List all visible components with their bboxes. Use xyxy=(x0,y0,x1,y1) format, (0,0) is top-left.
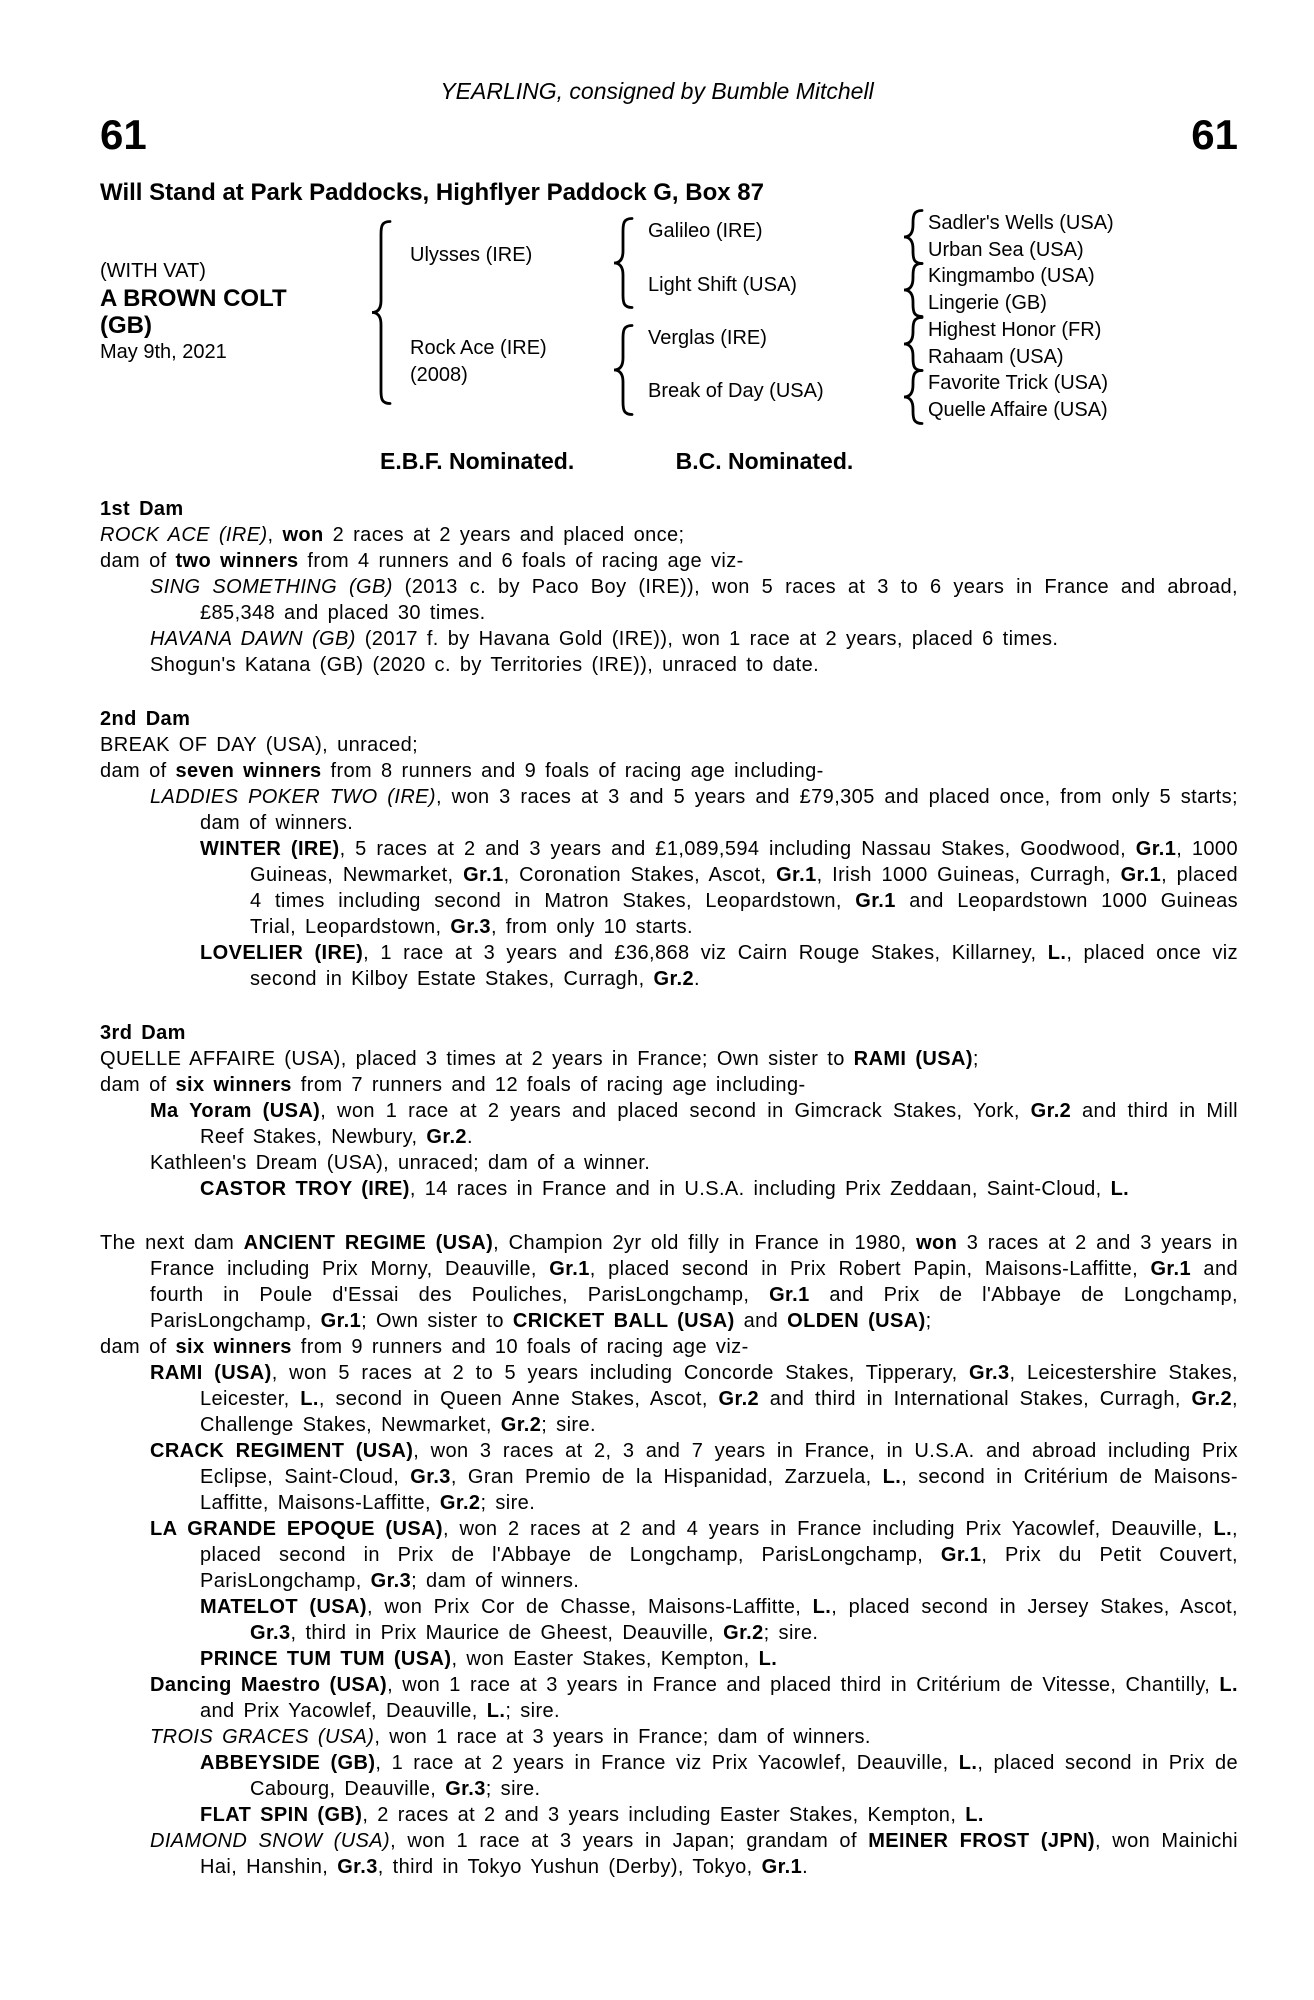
stand-location-line: Will Stand at Park Paddocks, Highflyer Paddock G, Box 87 xyxy=(100,178,764,206)
consignor-line: YEARLING, consigned by Bumble Mitchell xyxy=(440,78,874,104)
catalogue-paragraph: LOVELIER (IRE), 1 race at 3 years and £36,868 viz Cairn Rouge Stakes, Killarney, L., placed once viz second in Kilboy Estate Stakes, Curragh, Gr.2. xyxy=(200,941,1238,990)
lot-number-right: 61 xyxy=(1191,110,1238,158)
ggp-5: Highest Honor (FR) xyxy=(928,318,1102,341)
catalogue-paragraph: PRINCE TUM TUM (USA), won Easter Stakes, Kempton, L. xyxy=(200,1647,778,1670)
catalogue-paragraph: Kathleen's Dream (USA), unraced; dam of a winner. xyxy=(150,1151,651,1174)
pedigree-brace-gp2 xyxy=(902,262,926,318)
ggp-4: Lingerie (GB) xyxy=(928,292,1047,315)
subject-column xyxy=(100,258,287,366)
dam-year: (2008) xyxy=(410,363,468,386)
catalogue-paragraph: SING SOMETHING (GB) (2013 c. by Paco Boy (IRE)), won 5 races at 3 to 6 years in France and abroad, £85,348 and placed 30 times. xyxy=(150,575,1238,624)
subject-suffix: (GB) xyxy=(100,311,152,339)
catalogue-paragraph: dam of six winners from 9 runners and 10 foals of racing age viz- xyxy=(100,1335,749,1358)
pedigree-brace-gp3 xyxy=(902,316,926,372)
maternal-grandsire: Verglas (IRE) xyxy=(648,326,767,349)
lot-number-left: 61 xyxy=(100,110,147,158)
pedigree-details xyxy=(0,496,1314,1880)
catalogue-paragraph: CASTOR TROY (IRE), 14 races in France and in U.S.A. including Prix Zeddaan, Saint-Cloud, L. xyxy=(200,1177,1130,1200)
sire-name: Ulysses (IRE) xyxy=(410,243,533,266)
great-grandparents-column xyxy=(928,210,1114,424)
catalogue-paragraph: Shogun's Katana (GB) (2020 c. by Territories (IRE)), unraced to date. xyxy=(150,653,820,676)
catalogue-paragraph: RAMI (USA), won 5 races at 2 to 5 years including Concorde Stakes, Tipperary, Gr.3, Leicestershire Stakes, Leicester, L., second in Queen Anne Stakes, Ascot, Gr.2 and third in International Stakes, Curragh, Gr.2, Challenge Stakes, Newmarket, Gr.2; sire. xyxy=(150,1361,1239,1436)
dam-name-block xyxy=(410,335,547,389)
ggp-3: Kingmambo (USA) xyxy=(928,265,1095,288)
catalogue-paragraph: WINTER (IRE), 5 races at 2 and 3 years and £1,089,594 including Nassau Stakes, Goodwood, Gr.1, 1000 Guineas, Newmarket, Gr.1, Coronation Stakes, Ascot, Gr.1, Irish 1000 Guineas, Curragh, Gr.1, placed 4 times including second in Matron Stakes, Leopardstown, Gr.1 and Leopardstown 1000 Guineas Trial, Leopardstown, Gr.3, from only 10 starts. xyxy=(200,837,1238,938)
dam-section xyxy=(100,706,1238,992)
foaling-date: May 9th, 2021 xyxy=(100,340,227,363)
pedigree-brace-sire xyxy=(612,217,636,309)
bc-nominated-label: B.C. Nominated. xyxy=(675,447,854,474)
dam-section-heading: 2nd Dam xyxy=(100,707,191,730)
subject-name: A BROWN COLT xyxy=(100,284,287,312)
catalogue-paragraph: BREAK OF DAY (USA), unraced; xyxy=(100,733,419,756)
dam-section xyxy=(100,1230,1238,1880)
catalogue-paragraph: FLAT SPIN (GB), 2 races at 2 and 3 years including Easter Stakes, Kempton, L. xyxy=(200,1803,984,1826)
maternal-granddam: Break of Day (USA) xyxy=(648,379,824,402)
nominations-line xyxy=(0,448,1314,476)
catalogue-paragraph: LADDIES POKER TWO (IRE), won 3 races at 3 and 5 years and £79,305 and placed once, from only 5 starts; dam of winners. xyxy=(150,785,1238,834)
catalogue-paragraph: TROIS GRACES (USA), won 1 race at 3 years in France; dam of winners. xyxy=(150,1725,871,1748)
ggp-6: Rahaam (USA) xyxy=(928,345,1064,368)
catalogue-paragraph: dam of two winners from 4 runners and 6 foals of racing age viz- xyxy=(100,549,744,572)
ggp-1: Sadler's Wells (USA) xyxy=(928,211,1114,234)
pedigree-brace-main xyxy=(370,220,394,405)
catalogue-paragraph: Dancing Maestro (USA), won 1 race at 3 years in France and placed third in Critérium de Vitesse, Chantilly, L. and Prix Yacowlef, Deauville, L.; sire. xyxy=(150,1673,1238,1722)
catalogue-paragraph: dam of seven winners from 8 runners and 9 foals of racing age including- xyxy=(100,759,824,782)
paternal-grandsire: Galileo (IRE) xyxy=(648,219,763,242)
ggp-7: Favorite Trick (USA) xyxy=(928,372,1109,395)
catalogue-paragraph: CRACK REGIMENT (USA), won 3 races at 2, 3 and 7 years in France, in U.S.A. and abroad including Prix Eclipse, Saint-Cloud, Gr.3, Gran Premio de la Hispanidad, Zarzuela, L., second in Critérium de Maisons-Laffitte, Maisons-Laffitte, Gr.2; sire. xyxy=(150,1439,1238,1514)
ggp-2: Urban Sea (USA) xyxy=(928,238,1084,261)
pedigree-brace-gp4 xyxy=(902,369,926,425)
catalogue-paragraph: HAVANA DAWN (GB) (2017 f. by Havana Gold (IRE)), won 1 race at 2 years, placed 6 times. xyxy=(150,627,1059,650)
catalogue-paragraph: DIAMOND SNOW (USA), won 1 race at 3 years in Japan; grandam of MEINER FROST (JPN), won Mainichi Hai, Hanshin, Gr.3, third in Tokyo Yushun (Derby), Tokyo, Gr.1. xyxy=(150,1829,1238,1878)
dam-section xyxy=(100,1020,1238,1202)
catalogue-paragraph: Ma Yoram (USA), won 1 race at 2 years and placed second in Gimcrack Stakes, York, Gr.2 and third in Mill Reef Stakes, Newbury, Gr.2. xyxy=(150,1099,1239,1148)
dam-section xyxy=(100,496,1238,678)
catalogue-paragraph: ROCK ACE (IRE), won 2 races at 2 years and placed once; xyxy=(100,523,685,546)
lot-number-row xyxy=(0,110,1314,158)
dam-section-heading: 3rd Dam xyxy=(100,1021,186,1044)
catalogue-paragraph: dam of six winners from 7 runners and 12 foals of racing age including- xyxy=(100,1073,806,1096)
pedigree-brace-dam xyxy=(612,324,636,416)
catalogue-paragraph: QUELLE AFFAIRE (USA), placed 3 times at 2 years in France; Own sister to RAMI (USA); xyxy=(100,1047,979,1070)
dam-section-heading: 1st Dam xyxy=(100,497,184,520)
pedigree-tree xyxy=(0,206,1314,438)
ebf-nominated-label: E.B.F. Nominated. xyxy=(380,447,575,474)
catalogue-paragraph: MATELOT (USA), won Prix Cor de Chasse, Maisons-Laffitte, L., placed second in Jersey Stakes, Ascot, Gr.3, third in Prix Maurice de Gheest, Deauville, Gr.2; sire. xyxy=(200,1595,1238,1644)
dam-name: Rock Ace (IRE) xyxy=(410,336,547,359)
ggp-8: Quelle Affaire (USA) xyxy=(928,399,1108,422)
pedigree-brace-gp1 xyxy=(902,209,926,265)
catalogue-paragraph: LA GRANDE EPOQUE (USA), won 2 races at 2 and 4 years in France including Prix Yacowlef, Deauville, L., placed second in Prix de l'Abbaye de Longchamp, ParisLongchamp, Gr.1, Prix du Petit Couvert, ParisLongchamp, Gr.3; dam of winners. xyxy=(150,1517,1239,1592)
catalogue-paragraph: The next dam ANCIENT REGIME (USA), Champion 2yr old filly in France in 1980, won 3 races at 2 and 3 years in France including Prix Morny, Deauville, Gr.1, placed second in Prix Robert Papin, Maisons-Laffitte, Gr.1 and fourth in Poule d'Essai des Pouliches, ParisLongchamp, Gr.1 and Prix de l'Abbaye de Longchamp, ParisLongchamp, Gr.1; Own sister to CRICKET BALL (USA) and OLDEN (USA); xyxy=(100,1231,1238,1332)
paternal-granddam: Light Shift (USA) xyxy=(648,273,797,296)
vat-line: (WITH VAT) xyxy=(100,259,206,282)
catalogue-paragraph: ABBEYSIDE (GB), 1 race at 2 years in France viz Prix Yacowlef, Deauville, L., placed second in Prix de Cabourg, Deauville, Gr.3; sire. xyxy=(200,1751,1238,1800)
